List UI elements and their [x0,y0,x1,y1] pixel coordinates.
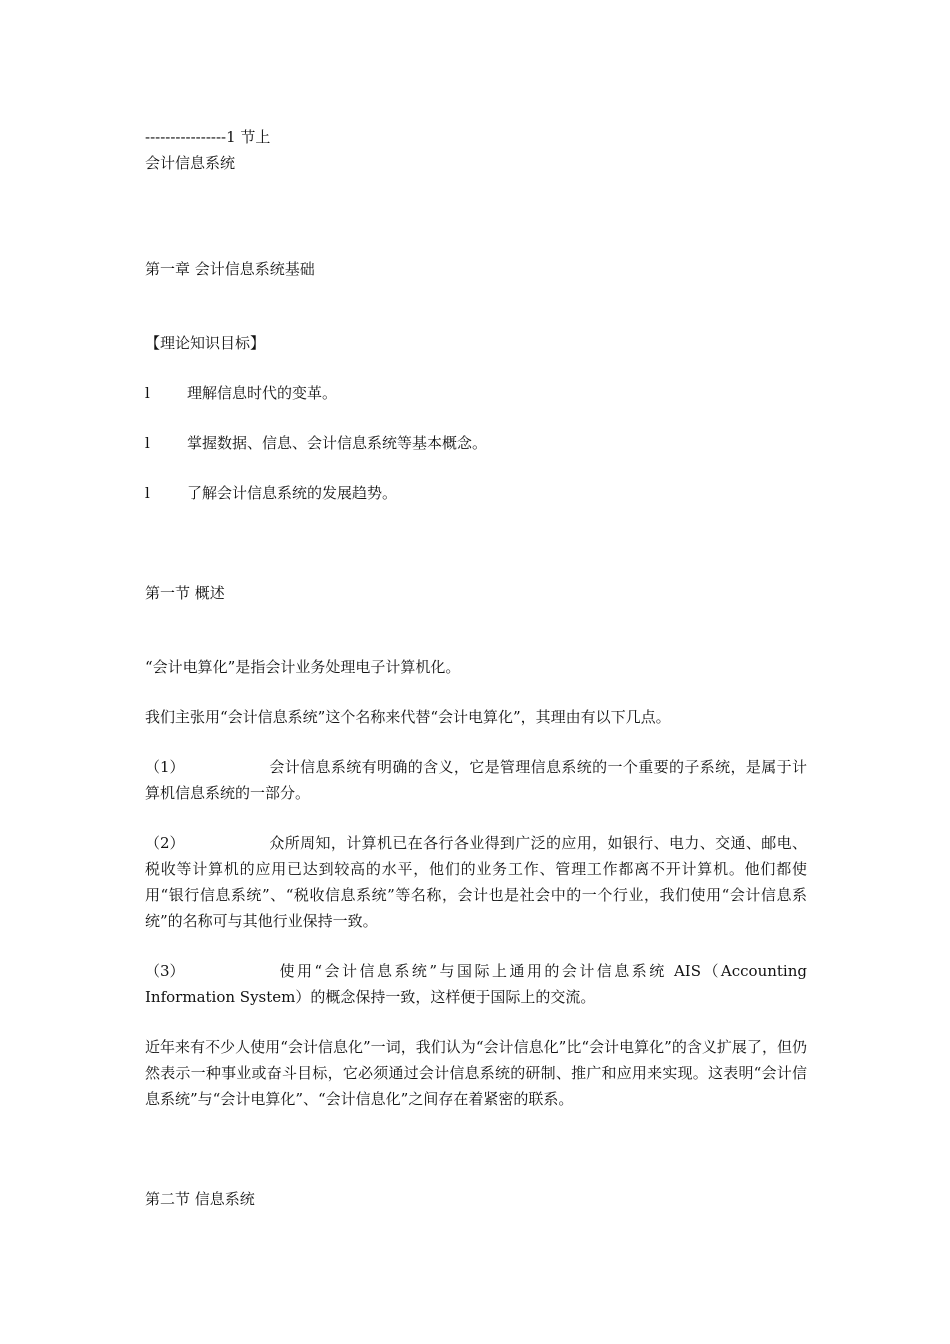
section-title: 第一节 概述 [145,584,225,602]
book-title: 会计信息系统 [145,154,236,172]
paragraph: 近年来有不少人使用“会计信息化”一词，我们认为“会计信息化”比“会计电算化”的含义扩展了，但仍然表示一种事业或奋斗目标，它必须通过会计信息系统的研制、推广和应用来实现。这表明“会计信息系统”与“会计电算化”、“会计信息化”之间存在着紧密的联系。 [145,1038,807,1108]
objective-text: 理解信息时代的变革。 [187,384,338,402]
numbered-point [145,830,807,934]
point-number: （2） [145,834,185,852]
bullet-marker: l [145,484,150,502]
bullet-marker: l [145,434,150,452]
bullet-marker: l [145,384,150,402]
objective-item [145,430,807,456]
chapter-title: 第一章 会计信息系统基础 [145,260,315,278]
point-text: 众所周知，计算机已在各行各业得到广泛的应用，如银行、电力、交通、邮电、税收等计算机的应用已达到较高的水平，他们的业务工作、管理工作都离不开计算机。他们都使用“银行信息系统”、“税收信息系统”等名称，会计也是社会中的一个行业，我们使用“会计信息系统”的名称可与其他行业保持一致。 [145,834,807,930]
objective-text: 了解会计信息系统的发展趋势。 [187,484,398,502]
section-marker: ----------------1 节上 [145,128,271,146]
numbered-point [145,958,807,1010]
numbered-point [145,754,807,806]
paragraph: “会计电算化”是指会计业务处理电子计算机化。 [145,658,461,676]
objective-text: 掌握数据、信息、会计信息系统等基本概念。 [187,434,488,452]
objective-item [145,380,807,406]
objective-item [145,480,807,506]
point-number: （3） [145,962,185,980]
point-text: 会计信息系统有明确的含义，它是管理信息系统的一个重要的子系统，是属于计算机信息系统的一部分。 [145,758,807,802]
point-text: 使用“会计信息系统”与国际上通用的会计信息系统 AIS（Accounting Information System）的概念保持一致，这样便于国际上的交流。 [145,962,807,1006]
document-page [145,124,807,1212]
objectives-heading: 【理论知识目标】 [145,334,266,352]
paragraph: 我们主张用“会计信息系统”这个名称来代替“会计电算化”，其理由有以下几点。 [145,708,671,726]
section-title: 第二节 信息系统 [145,1190,255,1208]
point-number: （1） [145,758,185,776]
